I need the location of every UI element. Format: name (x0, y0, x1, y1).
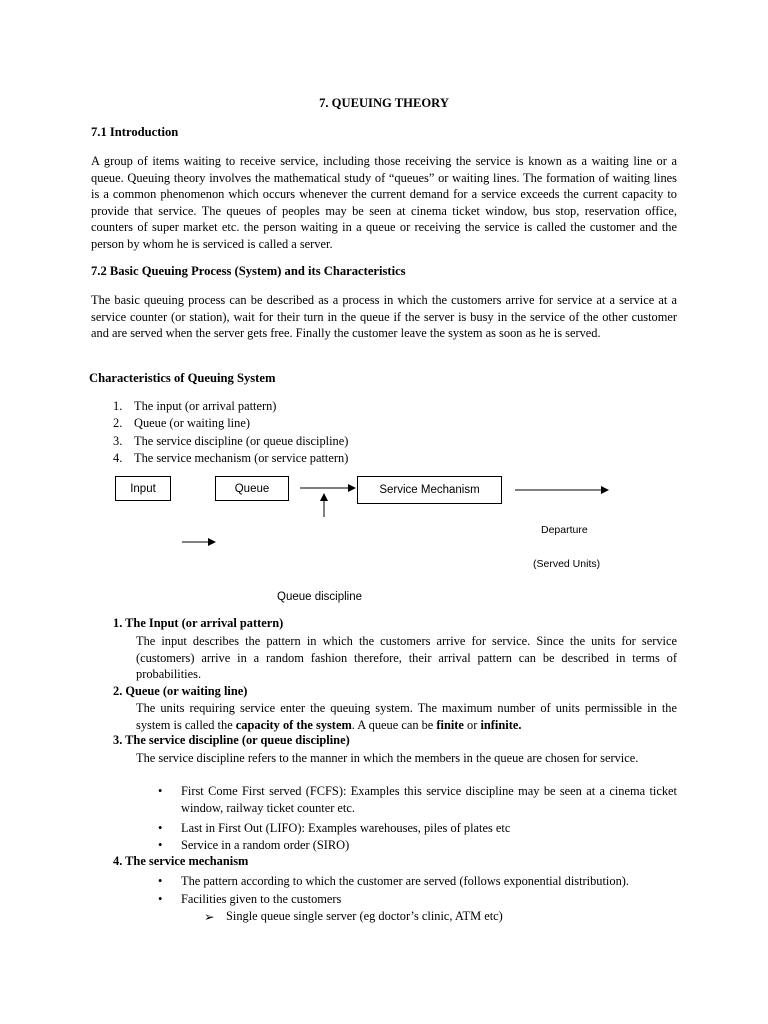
mechanism-section-heading: 4. The service mechanism (113, 854, 249, 868)
queue-section-paragraph: The units requiring service enter the queuing system. The maximum number of units permissible in the system is called the capacity of the system. A queue can be finite or infinite. (136, 701, 677, 732)
list-item: 3. The service discipline (or queue discipline) (113, 433, 349, 448)
list-item: • Facilities given to the customers (158, 892, 342, 906)
list-item: 4. The service mechanism (or service pattern) (113, 451, 349, 466)
list-item: • First Come First served (FCFS): Examples this service discipline may be seen at a cinema ticket window, railway ticket counter etc. (158, 784, 677, 815)
characteristics-heading: Characteristics of Queuing System (89, 371, 276, 385)
section-heading-basic-process: 7.2 Basic Queuing Process (System) and its Characteristics (91, 264, 406, 278)
page-title: 7. QUEUING THEORY (319, 96, 449, 110)
list-item: 1. The input (or arrival pattern) (113, 399, 277, 413)
input-section-paragraph: The input describes the pattern in which the customers arrive for service. Since the units for service (customers) arrive in a random fashion therefore, their arrival pattern can be described in terms of probabilities. (136, 634, 677, 682)
section-heading-introduction: 7.1 Introduction (91, 125, 179, 139)
characteristics-list (113, 398, 348, 468)
queue-discipline-label: Queue discipline (277, 591, 363, 603)
queue-section-heading: 2. Queue (or waiting line) (113, 684, 248, 698)
served-units-label: (Served Units) (533, 558, 601, 570)
discipline-section-heading: 3. The service discipline (or queue discipline) (113, 733, 350, 747)
arrow-bullet-icon: ➢ (204, 910, 215, 924)
introduction-paragraph: A group of items waiting to receive service, including those receiving the service is known as a waiting line or a queue. Queuing theory involves the mathematical study of “queues” or waiting lines. The formation of waiting lines is a common phenomenon which occurs whenever the current demand for a service exceeds the current capacity to provide that service. The queues of peoples may be seen at cinema ticket window, bus stop, reservation office, counters of super market etc. the person waiting in a queue or receiving the service is called the customer and the person by whom he is serviced is called a server. (91, 154, 677, 251)
queue-box: Queue (215, 476, 289, 501)
list-item: • The pattern according to which the customer are served (follows exponential distribution). (158, 874, 629, 888)
list-item: • Last in First Out (LIFO): Examples warehouses, piles of plates etc (158, 821, 511, 835)
list-item: • Service in a random order (SIRO) (158, 838, 350, 852)
list-item: ➢ Single queue single server (eg doctor’s clinic, ATM etc) (204, 909, 503, 924)
departure-label: Departure (541, 524, 588, 536)
discipline-section-paragraph: The service discipline refers to the manner in which the members in the queue are chosen for service. (136, 751, 639, 765)
input-section-heading: 1. The Input (or arrival pattern) (113, 616, 284, 630)
diagram-arrows (170, 470, 630, 560)
service-mechanism-box: Service Mechanism (357, 476, 502, 504)
input-box: Input (115, 476, 171, 501)
basic-process-paragraph: The basic queuing process can be described as a process in which the customers arrive for service at a service at a service counter (or station), wait for their turn in the queue if the server is busy in the service of the other customer and are served when the server gets free. Finally the customer leave the system as soon as he is served. (91, 293, 677, 341)
list-item: 2. Queue (or waiting line) (113, 416, 250, 431)
